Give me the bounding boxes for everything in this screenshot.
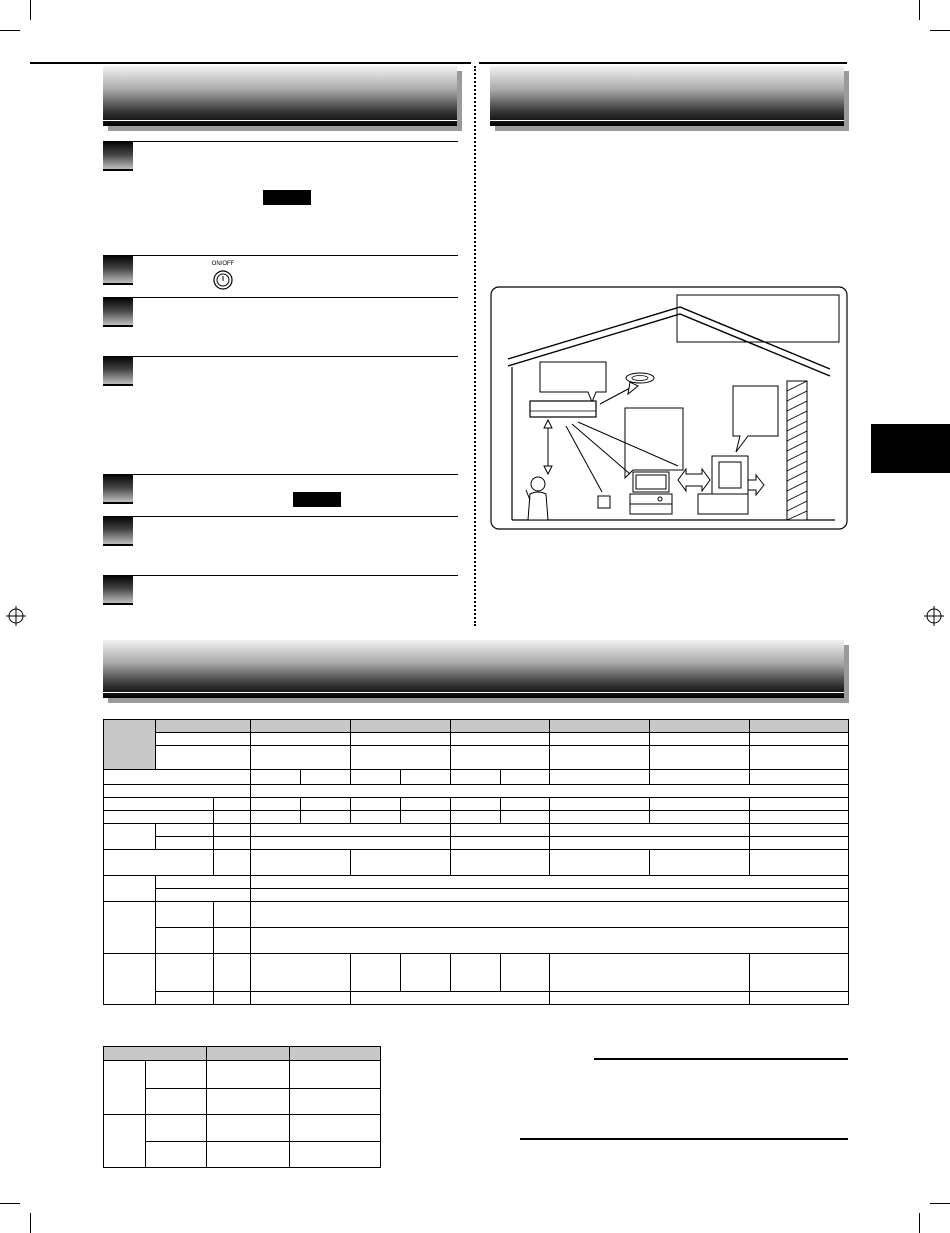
crop-mark — [919, 1213, 920, 1233]
top-rule-left — [30, 62, 471, 64]
installation-illustration — [490, 286, 850, 532]
step-marker-4 — [103, 356, 133, 386]
step-marker-2 — [103, 255, 133, 285]
crop-mark — [30, 0, 31, 20]
step-rule — [131, 474, 458, 475]
on-off-label: ON/OFF — [211, 261, 235, 267]
registration-mark-icon — [6, 606, 26, 626]
power-icon — [213, 270, 233, 290]
fill-in-line — [594, 1058, 848, 1060]
step-rule — [131, 297, 458, 298]
crop-mark — [930, 30, 950, 31]
step-rule — [131, 255, 458, 256]
step-rule — [131, 141, 458, 142]
step-rule — [131, 516, 458, 517]
wall-hatched-icon — [787, 381, 807, 520]
step-marker-6 — [103, 516, 133, 546]
chapter-tab — [871, 424, 950, 473]
highlight-box — [293, 492, 341, 507]
small-table — [103, 1046, 381, 1168]
section-header-specifications — [103, 640, 844, 698]
step-marker-7 — [103, 575, 133, 605]
section-header-right — [490, 66, 844, 126]
highlight-box — [263, 190, 311, 205]
step-marker-1 — [103, 141, 133, 171]
crop-mark — [0, 30, 20, 31]
registration-mark-icon — [924, 606, 944, 626]
top-rule-right — [479, 62, 847, 64]
crop-mark — [930, 1203, 950, 1204]
indoor-unit-icon — [530, 401, 596, 417]
step-rule — [131, 575, 458, 576]
section-header-left — [103, 66, 457, 126]
step-marker-3 — [103, 297, 133, 327]
ceiling-light-icon — [626, 373, 654, 383]
specifications-table — [103, 719, 849, 1005]
column-divider — [474, 66, 476, 626]
crop-mark — [30, 1213, 31, 1233]
step-rule — [131, 356, 458, 357]
crop-mark — [0, 1203, 20, 1204]
on-off-button — [208, 261, 238, 295]
step-marker-5 — [103, 474, 133, 504]
crop-mark — [919, 0, 920, 20]
fill-in-line — [520, 1138, 848, 1140]
